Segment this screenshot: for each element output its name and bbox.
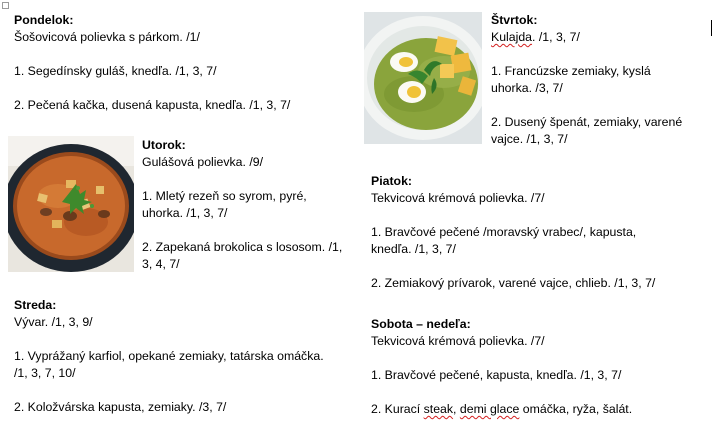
weekend-soup: Tekvicová krémová polievka. /7/ bbox=[371, 334, 545, 348]
thursday-meal-1-line-2: uhorka. /3, 7/ bbox=[491, 81, 563, 95]
day-heading-weekend: Sobota – nedeľa: bbox=[371, 317, 471, 331]
day-heading-wednesday: Streda: bbox=[14, 298, 57, 312]
thursday-soup: Kulajda. /1, 3, 7/ bbox=[491, 30, 580, 44]
text-cursor bbox=[711, 20, 712, 36]
monday-soup: Šošovicová polievka s párkom. /1/ bbox=[14, 30, 200, 44]
day-heading-monday: Pondelok: bbox=[14, 13, 74, 27]
wednesday-section bbox=[14, 297, 324, 416]
friday-meal-1-line-2: knedľa. /1, 3, 7/ bbox=[371, 242, 456, 256]
monday-meal-2: 2. Pečená kačka, dusená kapusta, knedľa. /1, 3, 7/ bbox=[14, 98, 291, 112]
tuesday-meal-1-line-2: uhorka. /1, 3, 7/ bbox=[142, 206, 228, 220]
spellcheck-word-kulajda: Kulajda bbox=[491, 30, 533, 44]
wednesday-meal-1-line-1: 1. Vyprážaný karfiol, opekané zemiaky, tatárska omáčka. bbox=[14, 349, 324, 363]
spellcheck-word-steak: steak bbox=[423, 402, 454, 416]
weekend-meal-1: 1. Bravčové pečené, kapusta, knedľa. /1, 3, 7/ bbox=[371, 368, 622, 382]
day-heading-friday: Piatok: bbox=[371, 174, 412, 188]
tuesday-meal-2-line-2: 3, 4, 7/ bbox=[142, 257, 180, 271]
friday-meal-2: 2. Zemiakový prívarok, varené vajce, chlieb. /1, 3, 7/ bbox=[371, 276, 656, 290]
friday-soup: Tekvicová krémová polievka. /7/ bbox=[371, 191, 545, 205]
tuesday-section bbox=[142, 137, 342, 273]
thursday-meal-1-line-1: 1. Francúzske zemiaky, kyslá bbox=[491, 64, 651, 78]
kulajda-soup-photo bbox=[364, 12, 482, 144]
thursday-meal-2-line-1: 2. Dusený špenát, zemiaky, varené bbox=[491, 115, 683, 129]
friday-meal-1-line-1: 1. Bravčové pečené /moravský vrabec/, kapusta, bbox=[371, 225, 637, 239]
day-heading-thursday: Štvrtok: bbox=[491, 13, 538, 27]
weekend-section bbox=[371, 316, 632, 418]
wednesday-meal-1-line-2: /1, 3, 7, 10/ bbox=[14, 366, 76, 380]
weekend-meal-2: 2. Kurací steak, demi glace omáčka, ryža, šalát. bbox=[371, 402, 633, 416]
tuesday-soup: Gulášová polievka. /9/ bbox=[142, 155, 263, 169]
thursday-section bbox=[491, 12, 682, 148]
thursday-meal-2-line-2: vajce. /1, 3, 7/ bbox=[491, 132, 568, 146]
spellcheck-word-demi-glace: demi glace bbox=[459, 402, 520, 416]
tuesday-meal-1-line-1: 1. Mletý rezeň so syrom, pyré, bbox=[142, 189, 307, 203]
friday-section bbox=[371, 173, 655, 292]
paragraph-anchor-icon bbox=[2, 2, 9, 9]
wednesday-meal-2: 2. Koložvárska kapusta, zemiaky. /3, 7/ bbox=[14, 400, 227, 414]
monday-section bbox=[14, 12, 290, 114]
tuesday-meal-2-line-1: 2. Zapekaná brokolica s lososom. /1, bbox=[142, 240, 343, 254]
monday-meal-1: 1. Segedínsky guláš, knedľa. /1, 3, 7/ bbox=[14, 64, 217, 78]
goulash-soup-photo bbox=[8, 136, 134, 272]
wednesday-soup: Vývar. /1, 3, 9/ bbox=[14, 315, 93, 329]
day-heading-tuesday: Utorok: bbox=[142, 138, 186, 152]
